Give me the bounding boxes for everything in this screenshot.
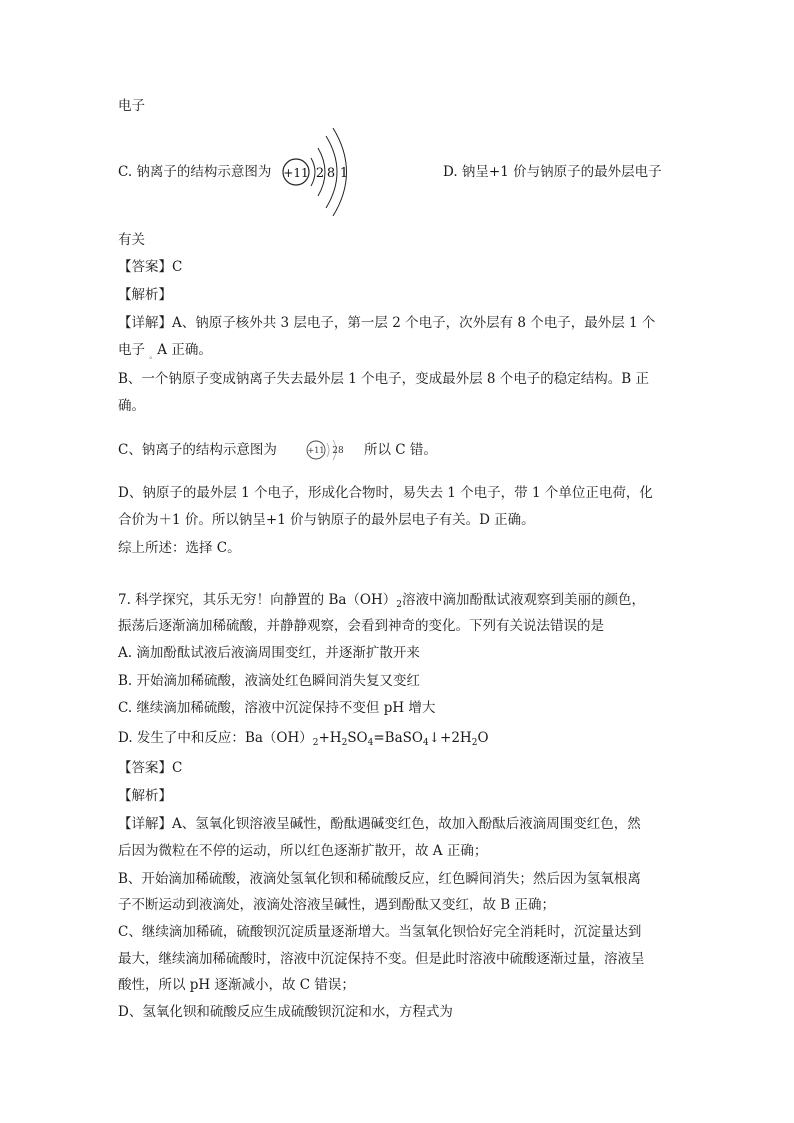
q6-analysis-label: 【解析】 bbox=[118, 287, 172, 303]
q6-detail-line-5a: C、钠离子的结构示意图为 bbox=[118, 442, 277, 458]
q6-option-d: D. 钠呈+1 价与钠原子的最外层电子 bbox=[443, 164, 662, 180]
q7-detail-line-7: 酸性，所以 pH 逐渐减小，故 C 错误； bbox=[118, 977, 355, 993]
q7-detail-line-1 bbox=[118, 814, 641, 834]
q7-stem-line-2: 振荡后逐渐滴加稀硫酸，并静静观察，会看到神奇的变化。下列有关说法错误的是 bbox=[118, 618, 604, 634]
q7-stem-1b: 溶液中滴加酚酞试液观察到美丽的颜色， bbox=[402, 592, 646, 608]
q7-option-d-label: D. 发生了中和反应： bbox=[118, 730, 245, 746]
q7-detail-label: 【详解】 bbox=[118, 816, 172, 832]
q6-detail-line-2a: 电子 bbox=[118, 342, 145, 358]
q6-detail-line-2-mark: 。 bbox=[149, 351, 158, 360]
q7-detail-line-2: 后因为微粒在不停的运动，所以红色逐渐扩散开，故 A 正确； bbox=[118, 843, 488, 859]
q7-option-c: C. 继续滴加稀硫酸，溶液中沉淀保持不变但 pH 增大 bbox=[118, 700, 436, 716]
q6-detail-line-7: 合价为＋1 价。所以钠呈+1 价与钠原子的最外层电子有关。D 正确。 bbox=[118, 512, 535, 528]
q6-detail-text: A、钠原子核外共 3 层电子，第一层 2 个电子，次外层有 8 个电子，最外层 1 个 bbox=[172, 315, 656, 331]
q6-summary: 综上所述：选择 C。 bbox=[118, 540, 241, 556]
q7-detail-line-5: C、继续滴加稀硫，硫酸钡沉淀质量逐渐增大。当氢氧化钡恰好完全消耗时，沉淀量达到 bbox=[118, 924, 642, 940]
q6-option-c bbox=[118, 162, 271, 182]
q6-detail-line-3: B、一个钠原子变成钠离子失去最外层 1 个电子，变成最外层 8 个电子的稳定结构。B 正 bbox=[118, 371, 649, 387]
q7-option-a: A. 滴加酚酞试液后液滴周围变红，并逐渐扩散开来 bbox=[118, 645, 420, 661]
q7-answer: 【答案】C bbox=[118, 760, 183, 776]
q7-detail-line-6: 最大，继续滴加稀硫酸时，溶液中沉淀保持不变。但是此时溶液中硫酸逐渐过量，溶液呈 bbox=[118, 951, 645, 967]
q7-stem-1a: 7. 科学探究，其乐无穷！向静置的 Ba（OH） bbox=[118, 592, 397, 608]
q6-detail-line-2 bbox=[118, 340, 212, 366]
q6-answer: 【答案】C bbox=[118, 259, 183, 275]
precipitate-arrow-icon: ↓ bbox=[428, 730, 441, 746]
q7-analysis-label: 【解析】 bbox=[118, 788, 172, 804]
sodium-ion-diagram bbox=[278, 124, 358, 224]
q6-detail-line-1 bbox=[118, 313, 655, 333]
q6-option-b-tail: 电子 bbox=[118, 98, 145, 114]
q7-detail-line-3: B、开始滴加稀硫酸，液滴处氢氧化钡和稀硫酸反应，红色瞬间消失；然后因为氢氧根离 bbox=[118, 871, 641, 887]
q7-option-b: B. 开始滴加稀硫酸，液滴处红色瞬间消失复又变红 bbox=[118, 673, 421, 689]
q6-detail-line-4: 确。 bbox=[118, 398, 145, 414]
small-diagram-shells: 28 bbox=[332, 446, 344, 456]
q7-detail-text: A、氢氧化钡溶液呈碱性，酚酞遇碱变红色，故加入酚酞后液滴周围变红色，然 bbox=[172, 816, 641, 832]
q6-detail-line-5 bbox=[118, 440, 277, 460]
diagram-shell-3: 1 bbox=[339, 166, 349, 181]
q7-stem-sub: 2 bbox=[396, 600, 403, 610]
q7-stem-line-1 bbox=[118, 590, 645, 610]
q6-option-d-tail: 有关 bbox=[118, 232, 145, 248]
q6-detail-line-2b: A 正确。 bbox=[157, 342, 212, 358]
q6-detail-line-6: D、钠原子的最外层 1 个电子，形成化合物时，易失去 1 个电子，带 1 个单位正电荷，化 bbox=[118, 485, 653, 501]
diagram-shell-2: 8 bbox=[326, 166, 336, 181]
q6-detail-line-5b: 所以 C 错。 bbox=[364, 442, 437, 458]
sodium-ion-small-diagram bbox=[300, 434, 352, 470]
q7-equation: $Ba(OH)_2+H_2SO_4=BaSO_4↓+2H_2O$ bbox=[244, 730, 489, 748]
q7-detail-line-8: D、氢氧化钡和硫酸反应生成硫酸钡沉淀和水，方程式为 bbox=[118, 1004, 453, 1020]
diagram-shell-1: 2 bbox=[315, 166, 325, 181]
q6-option-c-text: C. 钠离子的结构示意图为 bbox=[118, 164, 272, 180]
q7-detail-line-4: 子不断运动到液滴处，液滴处溶液呈碱性，遇到酚酞又变红，故 B 正确； bbox=[118, 897, 556, 913]
diagram-nucleus-label: +11 bbox=[283, 166, 309, 180]
q6-detail-label: 【详解】 bbox=[118, 315, 172, 331]
q7-option-d bbox=[118, 728, 489, 748]
small-diagram-nucleus: +11 bbox=[307, 446, 325, 455]
